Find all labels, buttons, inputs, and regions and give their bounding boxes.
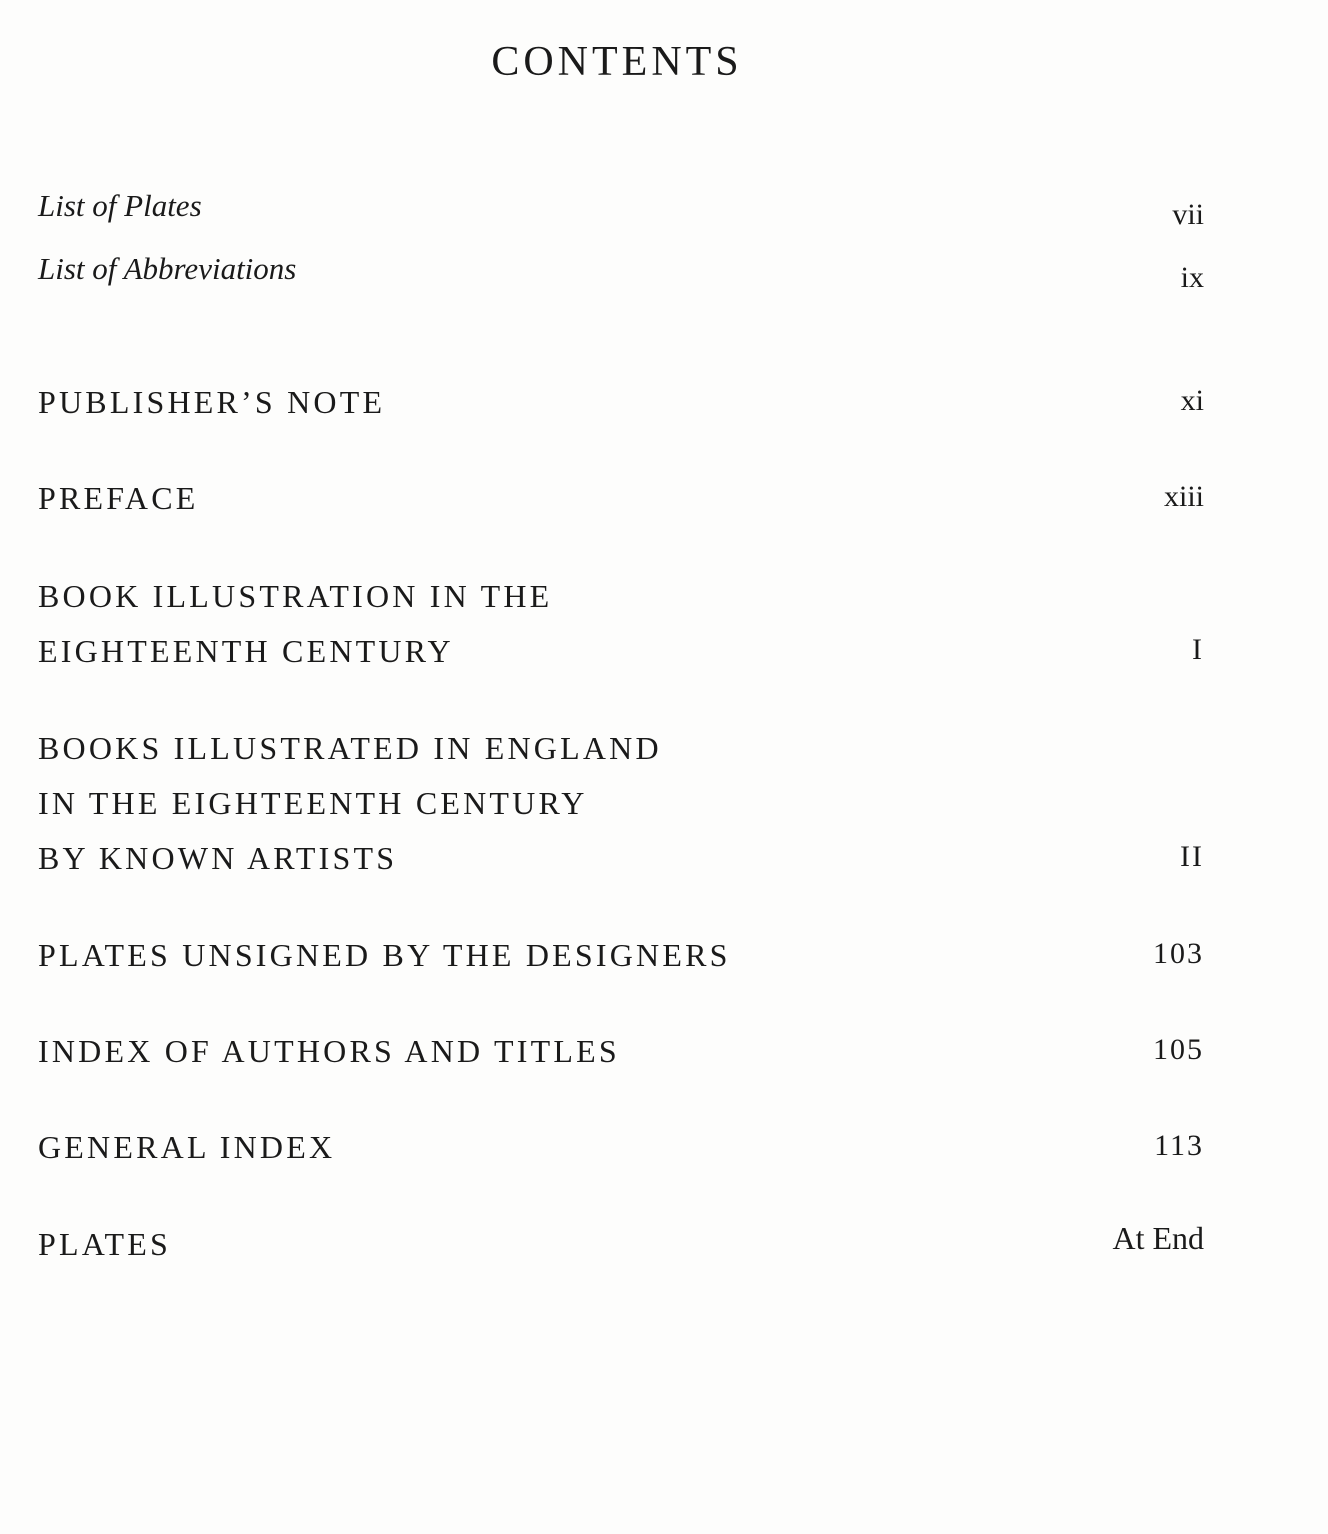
- toc-entry-label: List of Plates: [38, 188, 202, 223]
- toc-entry-page: At End: [1112, 1220, 1204, 1256]
- toc-entry-label: PUBLISHER’S NOTE: [38, 384, 386, 420]
- toc-entry-page: I: [1192, 633, 1204, 666]
- toc-entry-page: 113: [1154, 1129, 1204, 1162]
- toc-entry-page: xi: [1180, 384, 1204, 417]
- toc-entry-general-index: [38, 1120, 1204, 1175]
- toc-entry-index-authors-titles: [38, 1024, 1204, 1079]
- toc-entry-book-illustration: [38, 569, 1204, 679]
- toc-entry-list-of-abbreviations: [38, 251, 1204, 295]
- toc-entry-label-line: EIGHTEENTH CENTURY: [38, 633, 454, 669]
- toc-entry-publishers-note: [38, 375, 1204, 430]
- toc-entry-page: xiii: [1163, 480, 1204, 513]
- toc-entry-label: PREFACE: [38, 480, 199, 516]
- toc-entry-list-of-plates: [38, 188, 1204, 232]
- toc-entry-label: GENERAL INDEX: [38, 1129, 336, 1165]
- toc-entry-label-line: BY KNOWN ARTISTS: [38, 840, 398, 876]
- toc-entry-page: 103: [1153, 937, 1204, 970]
- toc-entry-label: List of Abbreviations: [38, 251, 297, 286]
- toc-entry-page: vii: [1172, 198, 1204, 231]
- toc-entry-label-line: BOOK ILLUSTRATION IN THE: [38, 578, 553, 614]
- toc-entry-books-illustrated: [38, 721, 1204, 886]
- toc-entry-label-line: IN THE EIGHTEENTH CENTURY: [38, 785, 588, 821]
- toc-entry-label: PLATES UNSIGNED BY THE DESIGNERS: [38, 937, 731, 973]
- toc-entry-page: II: [1180, 840, 1204, 873]
- toc-entry-plates: [38, 1217, 1204, 1272]
- toc-entry-page: ix: [1180, 261, 1204, 294]
- toc-entry-label: PLATES: [38, 1226, 171, 1262]
- toc-entry-label: INDEX OF AUTHORS AND TITLES: [38, 1033, 620, 1069]
- toc-entry-label-line: BOOKS ILLUSTRATED IN ENGLAND: [38, 730, 662, 766]
- toc-entry-page: 105: [1153, 1033, 1204, 1066]
- toc-entry-preface: [38, 471, 1204, 526]
- toc-entry-plates-unsigned: [38, 928, 1204, 983]
- page-title: CONTENTS: [491, 39, 743, 85]
